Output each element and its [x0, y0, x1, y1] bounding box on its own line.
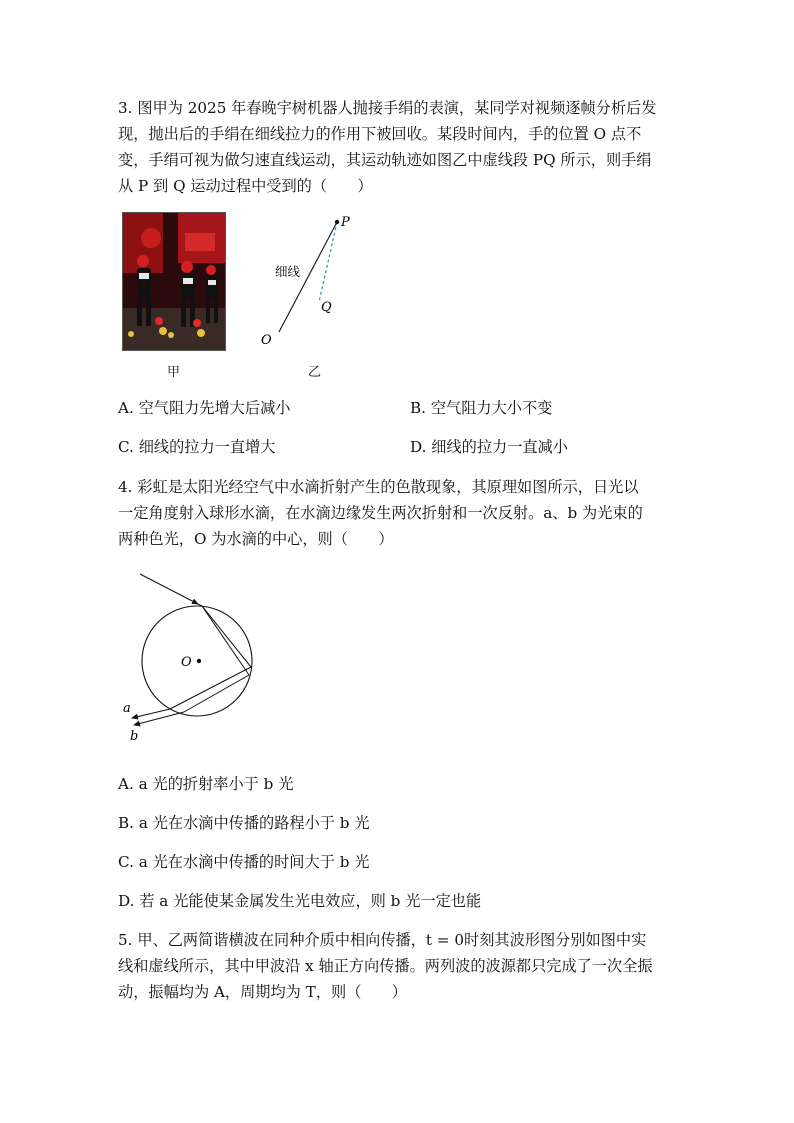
raindrop-diagram: [118, 566, 268, 746]
reflected-ray-a: [170, 667, 251, 709]
q4-option-b[interactable]: B. a 光在水滴中传播的路程小于 b 光: [118, 814, 370, 832]
q3-option-a[interactable]: A. 空气阻力先增大后减小: [118, 399, 291, 417]
incident-ray: [140, 574, 198, 604]
figure-yi-caption: 乙: [308, 365, 322, 380]
q4-option-d[interactable]: D. 若 a 光能使某金属发生光电效应，则 b 光一定也能: [118, 892, 482, 910]
q3-option-c[interactable]: C. 细线的拉力一直增大: [118, 438, 276, 456]
label-p: P: [341, 215, 350, 230]
q4-line-3: 两种色光，O 为水滴的中心，则（ ）: [118, 530, 394, 548]
label-string: 细线: [275, 264, 301, 279]
figure-jia-photo: [122, 212, 226, 351]
label-o: O: [181, 655, 192, 670]
q3-line-3: 变，手绢可视为做匀速直线运动，其运动轨迹如图乙中虚线段 PQ 所示，则手绢: [118, 151, 652, 169]
q3-option-b[interactable]: B. 空气阻力大小不变: [410, 399, 553, 417]
q3-line-4: 从 P 到 Q 运动过程中受到的（ ）: [118, 177, 373, 195]
q3-option-d[interactable]: D. 细线的拉力一直减小: [410, 438, 568, 456]
label-b: b: [130, 729, 139, 744]
q4-option-c[interactable]: C. a 光在水滴中传播的时间大于 b 光: [118, 853, 370, 871]
refracted-ray-b: [202, 606, 249, 675]
question-4-stem: [118, 474, 680, 552]
q4-line-2: 一定角度射入球形水滴，在水滴边缘发生两次折射和一次反射。a、b 为光束的: [118, 504, 643, 522]
q5-line-2: 线和虚线所示，其中甲波沿 x 轴正方向传播。两列波的波源都只完成了一次全振: [118, 957, 653, 975]
figure-jia-caption: 甲: [167, 365, 181, 380]
q4-line-1: 4. 彩虹是太阳光经空气中水滴折射产生的色散现象，其原理如图所示，日光以: [118, 478, 639, 496]
figure-yi-diagram: [255, 208, 365, 348]
q5-line-1: 5. 甲、乙两简谐横波在同种介质中相向传播，t = 0时刻其波形图分别如图中实: [118, 931, 647, 949]
point-p-dot: [335, 220, 339, 224]
center-o-dot: [197, 659, 201, 663]
q4-option-a[interactable]: A. a 光的折射率小于 b 光: [118, 775, 294, 793]
exit-ray-b: [134, 712, 184, 725]
q3-line-2: 现，抛出后的手绢在细线拉力的作用下被回收。某段时间内，手的位置 O 点不: [118, 125, 642, 143]
question-5-stem: [118, 927, 680, 1005]
question-3-stem: [118, 95, 680, 199]
label-a: a: [123, 701, 131, 716]
q3-line-1: 3. 图甲为 2025 年春晚宇树机器人抛接手绢的表演，某同学对视频逐帧分析后发: [118, 99, 657, 117]
reflected-ray-b: [184, 675, 249, 712]
trajectory-dashed-line: [319, 222, 337, 302]
label-q: Q: [321, 300, 332, 315]
q5-line-3: 动，振幅均为 A，周期均为 T，则（ ）: [118, 983, 407, 1001]
label-o: O: [261, 333, 272, 348]
